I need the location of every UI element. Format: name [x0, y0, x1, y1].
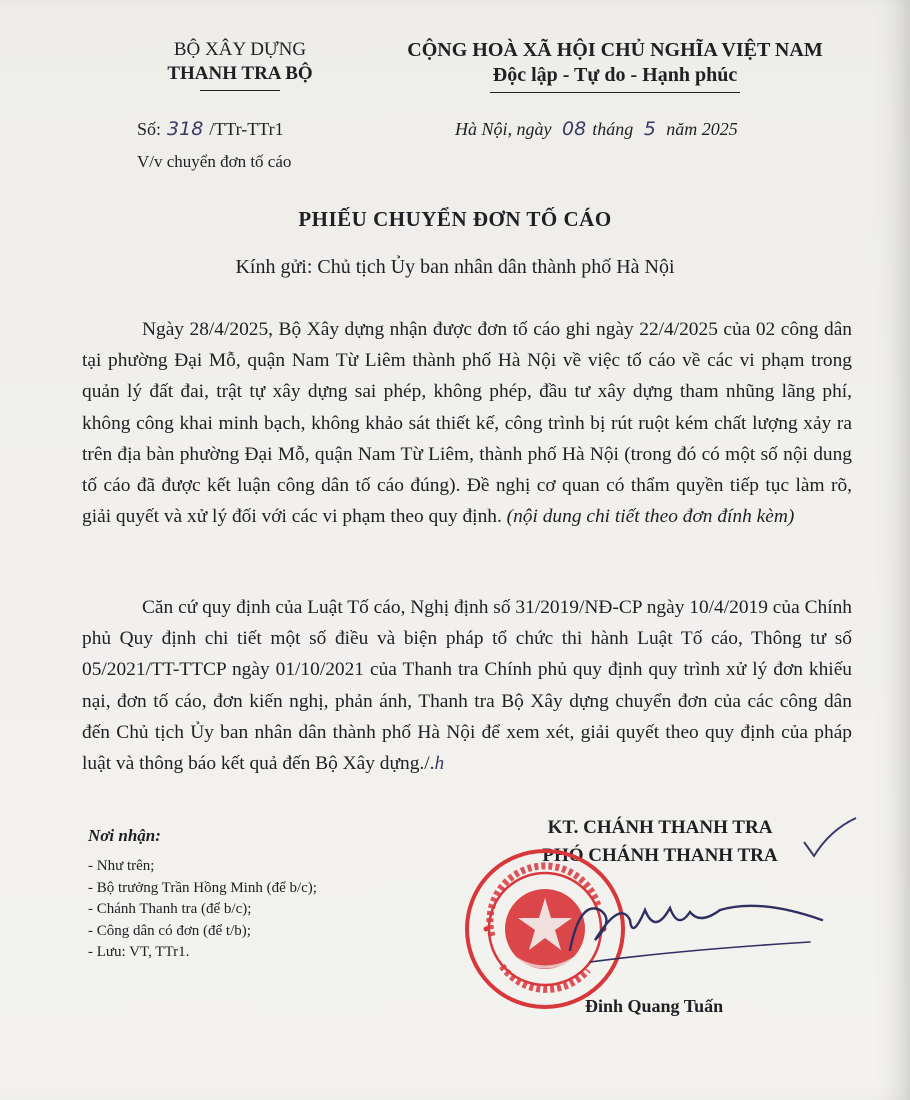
recipient-item: - Công dân có đơn (để t/b); — [88, 922, 251, 939]
nation-motto: Độc lập - Tự do - Hạnh phúc — [492, 64, 738, 86]
document-subject: V/v chuyển đơn tố cáo — [137, 152, 292, 171]
signature-title-line2: PHÓ CHÁNH THANH TRA — [542, 845, 778, 866]
paragraph-1 — [82, 314, 852, 532]
recipient-item: - Lưu: VT, TTr1. — [88, 944, 190, 960]
date-day: 08 — [562, 118, 587, 140]
department-name: THANH TRA BỘ — [167, 63, 313, 84]
nation-name: CỘNG HOÀ XÃ HỘI CHỦ NGHĨA VIỆT NAM — [407, 39, 823, 61]
paragraph-1-text: Ngày 28/4/2025, Bộ Xây dựng nhận được đơn tố cáo ghi ngày 22/4/2025 của 02 công dân tại phường Đại Mỗ, quận Nam Từ Liêm thành phố Hà Nội về việc tố cáo về các vi phạm trong quản lý đất đai, trật tự xây dựng sai phép, không phép, đầu tư xây dựng tham nhũng lãng phí, không công khai minh bạch, không khảo sát thiết kế, công trình bị rút ruột kém chất lượng xảy ra trên địa bàn phường Đại Mỗ, quận Nam Từ Liêm, thành phố Hà Nội (trong đó có một số nội dung tố cáo đã được kết luận công dân tố cáo đúng). Đề nghị cơ quan có thẩm quyền tiếp tục làm rõ, giải quyết và xử lý đối với các vi phạm theo quy định. — [82, 319, 852, 528]
date-month-label: tháng — [592, 119, 634, 139]
document-number — [137, 118, 284, 140]
recipients-heading: Nơi nhận: — [88, 826, 161, 845]
motto-underline — [490, 92, 740, 93]
signature-title-line1: KT. CHÁNH THANH TRA — [547, 817, 773, 838]
date-month: 5 — [643, 118, 656, 140]
national-header — [370, 38, 860, 93]
initial-mark: h — [434, 753, 445, 775]
issuing-organization — [120, 38, 360, 91]
doc-number-handwritten: 318 — [167, 118, 204, 140]
document-date — [455, 118, 738, 140]
date-year: năm 2025 — [666, 119, 738, 139]
recipients-list — [88, 856, 317, 964]
paragraph-1-italic: (nội dung chi tiết theo đơn đính kèm) — [506, 506, 795, 528]
recipient-item: - Bộ trưởng Trần Hồng Minh (để b/c); — [88, 879, 317, 896]
signer-name: Đinh Quang Tuấn — [585, 996, 724, 1016]
handwritten-signature-icon — [560, 880, 830, 970]
recipient-item: - Như trên; — [88, 858, 155, 874]
paragraph-2-text: Căn cứ quy định của Luật Tố cáo, Nghị định số 31/2019/NĐ-CP ngày 10/4/2019 của Chính phủ Quy định chi tiết một số điều và biện pháp tổ chức thi hành Luật Tố cáo, Thông tư số 05/2021/TT-TTCP ngày 01/10/2021 của Thanh tra Chính phủ quy định quy trình xử lý đơn khiếu nại, đơn tố cáo, đơn kiến nghị, phản ánh, Thanh tra Bộ Xây dựng chuyển đơn của các công dân đến Chủ tịch Ủy ban nhân dân thành phố Hà Nội để xem xét, giải quyết theo quy định của pháp luật và thông báo kết quả đến Bộ Xây dựng./. — [82, 597, 852, 775]
ministry-name: BỘ XÂY DỰNG — [173, 39, 307, 60]
paragraph-2 — [82, 592, 852, 779]
org-underline — [200, 90, 280, 91]
date-prefix: Hà Nội, ngày — [455, 119, 552, 139]
recipient-line: Kính gửi: Chủ tịch Ủy ban nhân dân thành phố Hà Nội — [235, 256, 675, 278]
approval-tick-icon — [800, 812, 860, 862]
doc-number-prefix: Số: — [137, 119, 162, 139]
recipient-item: - Chánh Thanh tra (để b/c); — [88, 901, 252, 917]
document-title: PHIẾU CHUYỂN ĐƠN TỐ CÁO — [298, 207, 612, 231]
doc-number-suffix: /TTr-TTr1 — [209, 119, 284, 139]
